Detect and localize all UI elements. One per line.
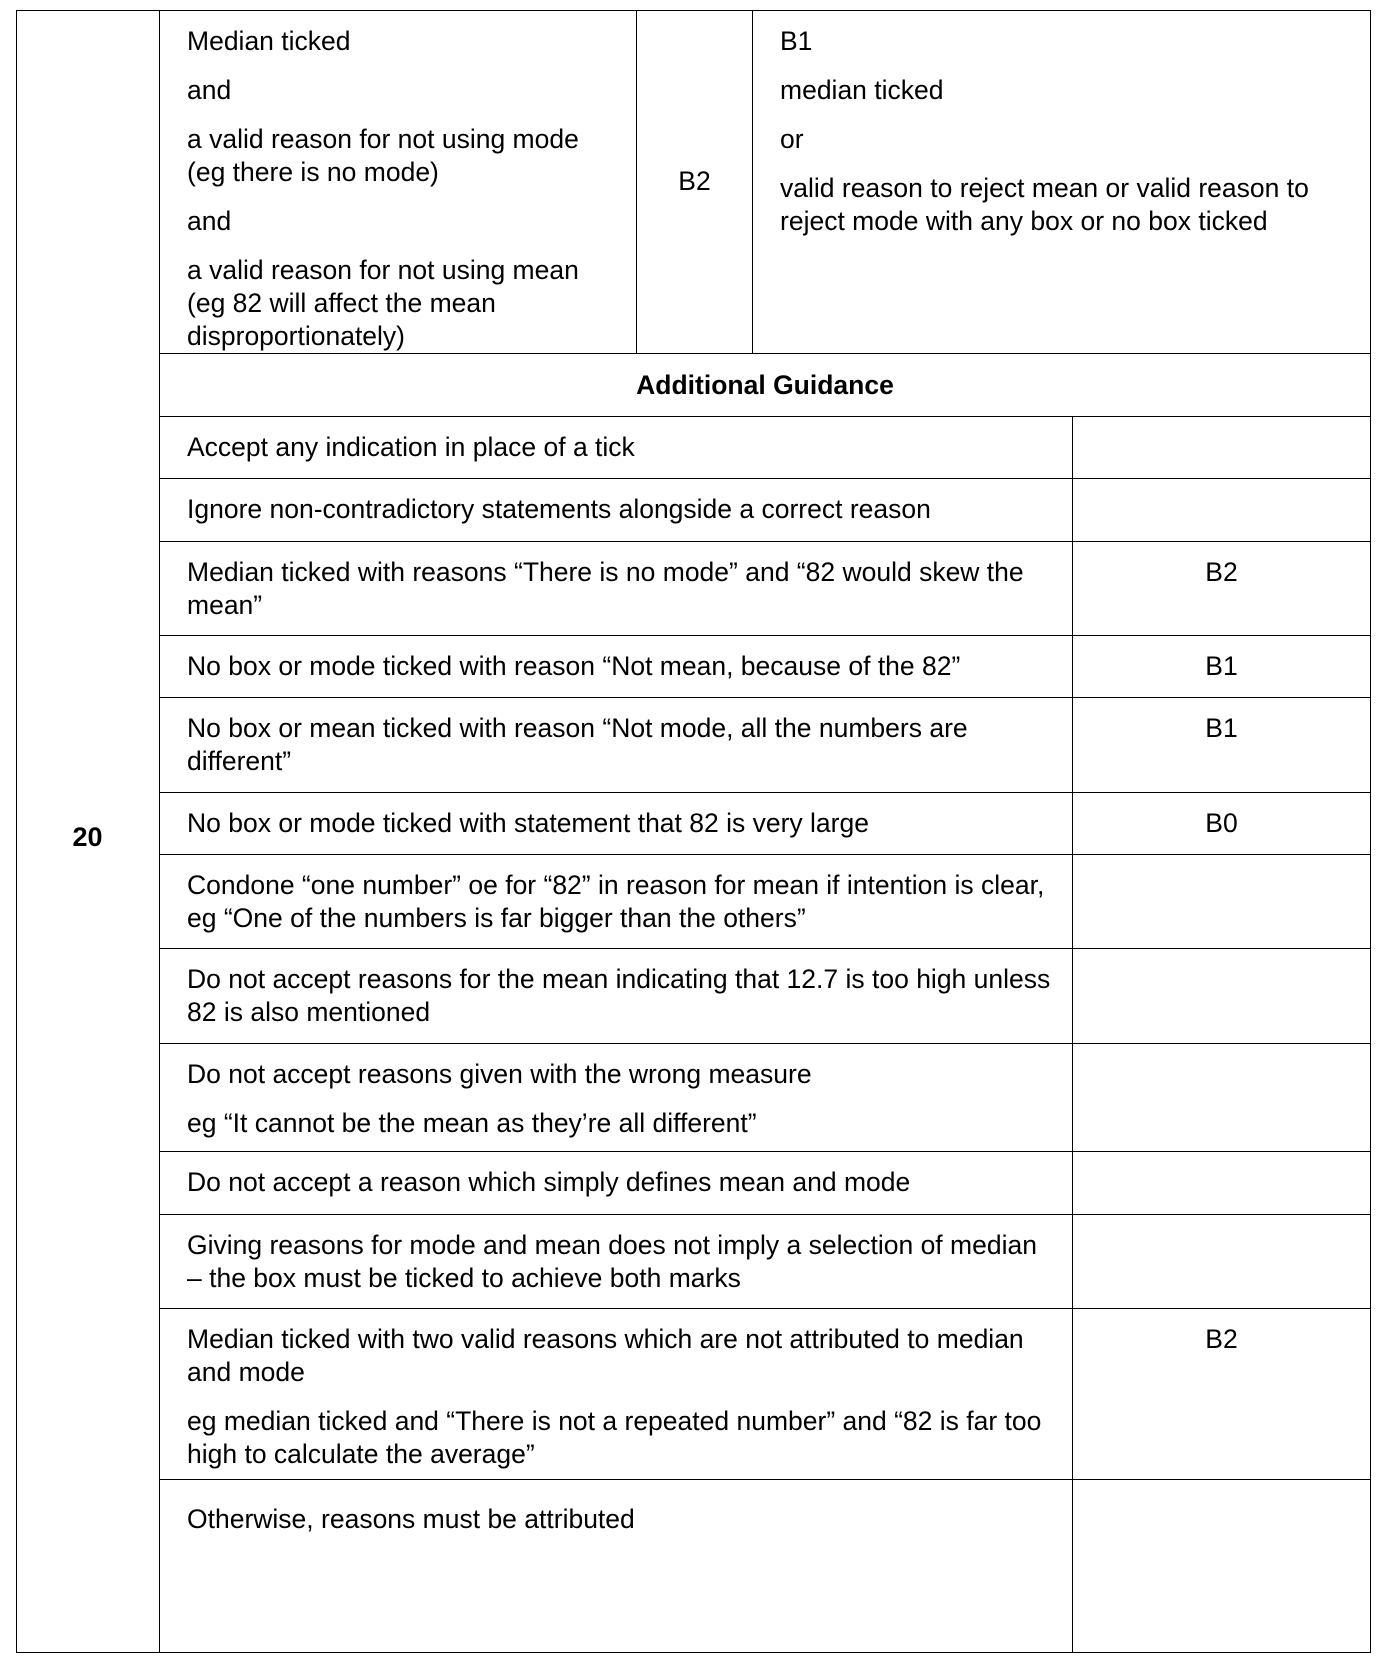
- guidance-text-cell: [160, 949, 1073, 1043]
- guidance-text-cell: [160, 1215, 1073, 1308]
- guidance-text: Do not accept reasons for the mean indicating that 12.7 is too high unless 82 is also mentioned: [187, 964, 1051, 1027]
- guidance-mark: B0: [1205, 808, 1238, 838]
- guidance-text-cell: [160, 417, 1073, 478]
- guidance-mark-cell: [1073, 1215, 1370, 1308]
- comment-line: B1: [780, 26, 813, 56]
- guidance-text-cell: [160, 1044, 1073, 1151]
- answer-line: and: [187, 75, 232, 105]
- guidance-text-cell: [160, 542, 1073, 635]
- guidance-text-cell: [160, 636, 1073, 697]
- guidance-text: Median ticked with two valid reasons which are not attributed to median and mode: [187, 1324, 1024, 1387]
- guidance-mark-cell: [1073, 793, 1370, 854]
- guidance-text-cell: [160, 1480, 1073, 1652]
- guidance-mark-cell: [1073, 1152, 1370, 1214]
- guidance-text: Giving reasons for mode and mean does not imply a selection of median – the box must be ticked to achieve both marks: [187, 1230, 1037, 1293]
- guidance-text: No box or mode ticked with reason “Not mean, because of the 82”: [187, 651, 961, 681]
- guidance-heading-row: [160, 354, 1370, 417]
- guidance-text-cell: [160, 479, 1073, 541]
- guidance-text-cell: [160, 855, 1073, 948]
- guidance-row: [160, 542, 1370, 636]
- guidance-text: Condone “one number” oe for “82” in reason for mean if intention is clear, eg “One of the numbers is far bigger than the others”: [187, 870, 1045, 933]
- guidance-text-cell: [160, 793, 1073, 854]
- guidance-row: [160, 1215, 1370, 1309]
- guidance-row: [160, 698, 1370, 793]
- answer-line: and: [187, 206, 232, 236]
- guidance-mark-cell: [1073, 949, 1370, 1043]
- guidance-heading: Additional Guidance: [636, 370, 894, 400]
- question-number-cell: [17, 11, 160, 1652]
- guidance-heading-cell: [160, 354, 1370, 416]
- answer-line: a valid reason for not using mode (eg there is no mode): [187, 124, 579, 187]
- guidance-text: Accept any indication in place of a tick: [187, 432, 635, 462]
- guidance-text: No box or mode ticked with statement that 82 is very large: [187, 808, 869, 838]
- guidance-mark-cell: [1073, 417, 1370, 478]
- guidance-row: [160, 949, 1370, 1044]
- guidance-row: [160, 793, 1370, 855]
- guidance-text: eg median ticked and “There is not a repeated number” and “82 is far too high to calculate the average”: [187, 1406, 1042, 1469]
- answer-row: [160, 11, 1370, 354]
- mark-cell: [637, 11, 753, 353]
- guidance-row: [160, 1044, 1370, 1152]
- comment-line: median ticked: [780, 75, 944, 105]
- mark-scheme-table: [16, 10, 1371, 1653]
- guidance-text: Do not accept reasons given with the wrong measure: [187, 1059, 812, 1089]
- guidance-mark-cell: [1073, 479, 1370, 541]
- comment-line: valid reason to reject mean or valid reason to reject mode with any box or no box ticked: [780, 173, 1309, 236]
- answer-line: Median ticked: [187, 26, 351, 56]
- guidance-row: [160, 479, 1370, 542]
- guidance-mark-cell: [1073, 636, 1370, 697]
- guidance-mark-cell: [1073, 698, 1370, 792]
- guidance-text: Median ticked with reasons “There is no mode” and “82 would skew the mean”: [187, 557, 1024, 620]
- guidance-mark: B2: [1205, 1324, 1238, 1354]
- guidance-mark-cell: [1073, 1480, 1370, 1652]
- mark-value: B2: [678, 166, 711, 196]
- comment-line: or: [780, 124, 804, 154]
- guidance-text: eg “It cannot be the mean as they’re all different”: [187, 1108, 757, 1138]
- guidance-mark-cell: [1073, 542, 1370, 635]
- comments-cell: [753, 11, 1370, 353]
- guidance-text: Otherwise, reasons must be attributed: [187, 1504, 635, 1534]
- guidance-row: [160, 1152, 1370, 1215]
- guidance-mark-cell: [1073, 1309, 1370, 1479]
- guidance-text-cell: [160, 1309, 1073, 1479]
- guidance-text-cell: [160, 1152, 1073, 1214]
- guidance-mark: B1: [1205, 713, 1238, 743]
- guidance-row: [160, 1309, 1370, 1480]
- guidance-row: [160, 417, 1370, 479]
- guidance-row: [160, 855, 1370, 949]
- guidance-text: No box or mean ticked with reason “Not mode, all the numbers are different”: [187, 713, 968, 776]
- guidance-row: [160, 636, 1370, 698]
- guidance-text-cell: [160, 698, 1073, 792]
- question-number: 20: [72, 822, 103, 852]
- answer-cell: [160, 11, 637, 353]
- guidance-mark: B1: [1205, 651, 1238, 681]
- guidance-mark-cell: [1073, 855, 1370, 948]
- guidance-text: Do not accept a reason which simply defines mean and mode: [187, 1167, 911, 1197]
- guidance-mark: B2: [1205, 557, 1238, 587]
- answer-line: a valid reason for not using mean (eg 82 will affect the mean disproportionately): [187, 255, 579, 351]
- guidance-text: Ignore non-contradictory statements alongside a correct reason: [187, 494, 931, 524]
- guidance-row: [160, 1480, 1370, 1652]
- guidance-mark-cell: [1073, 1044, 1370, 1151]
